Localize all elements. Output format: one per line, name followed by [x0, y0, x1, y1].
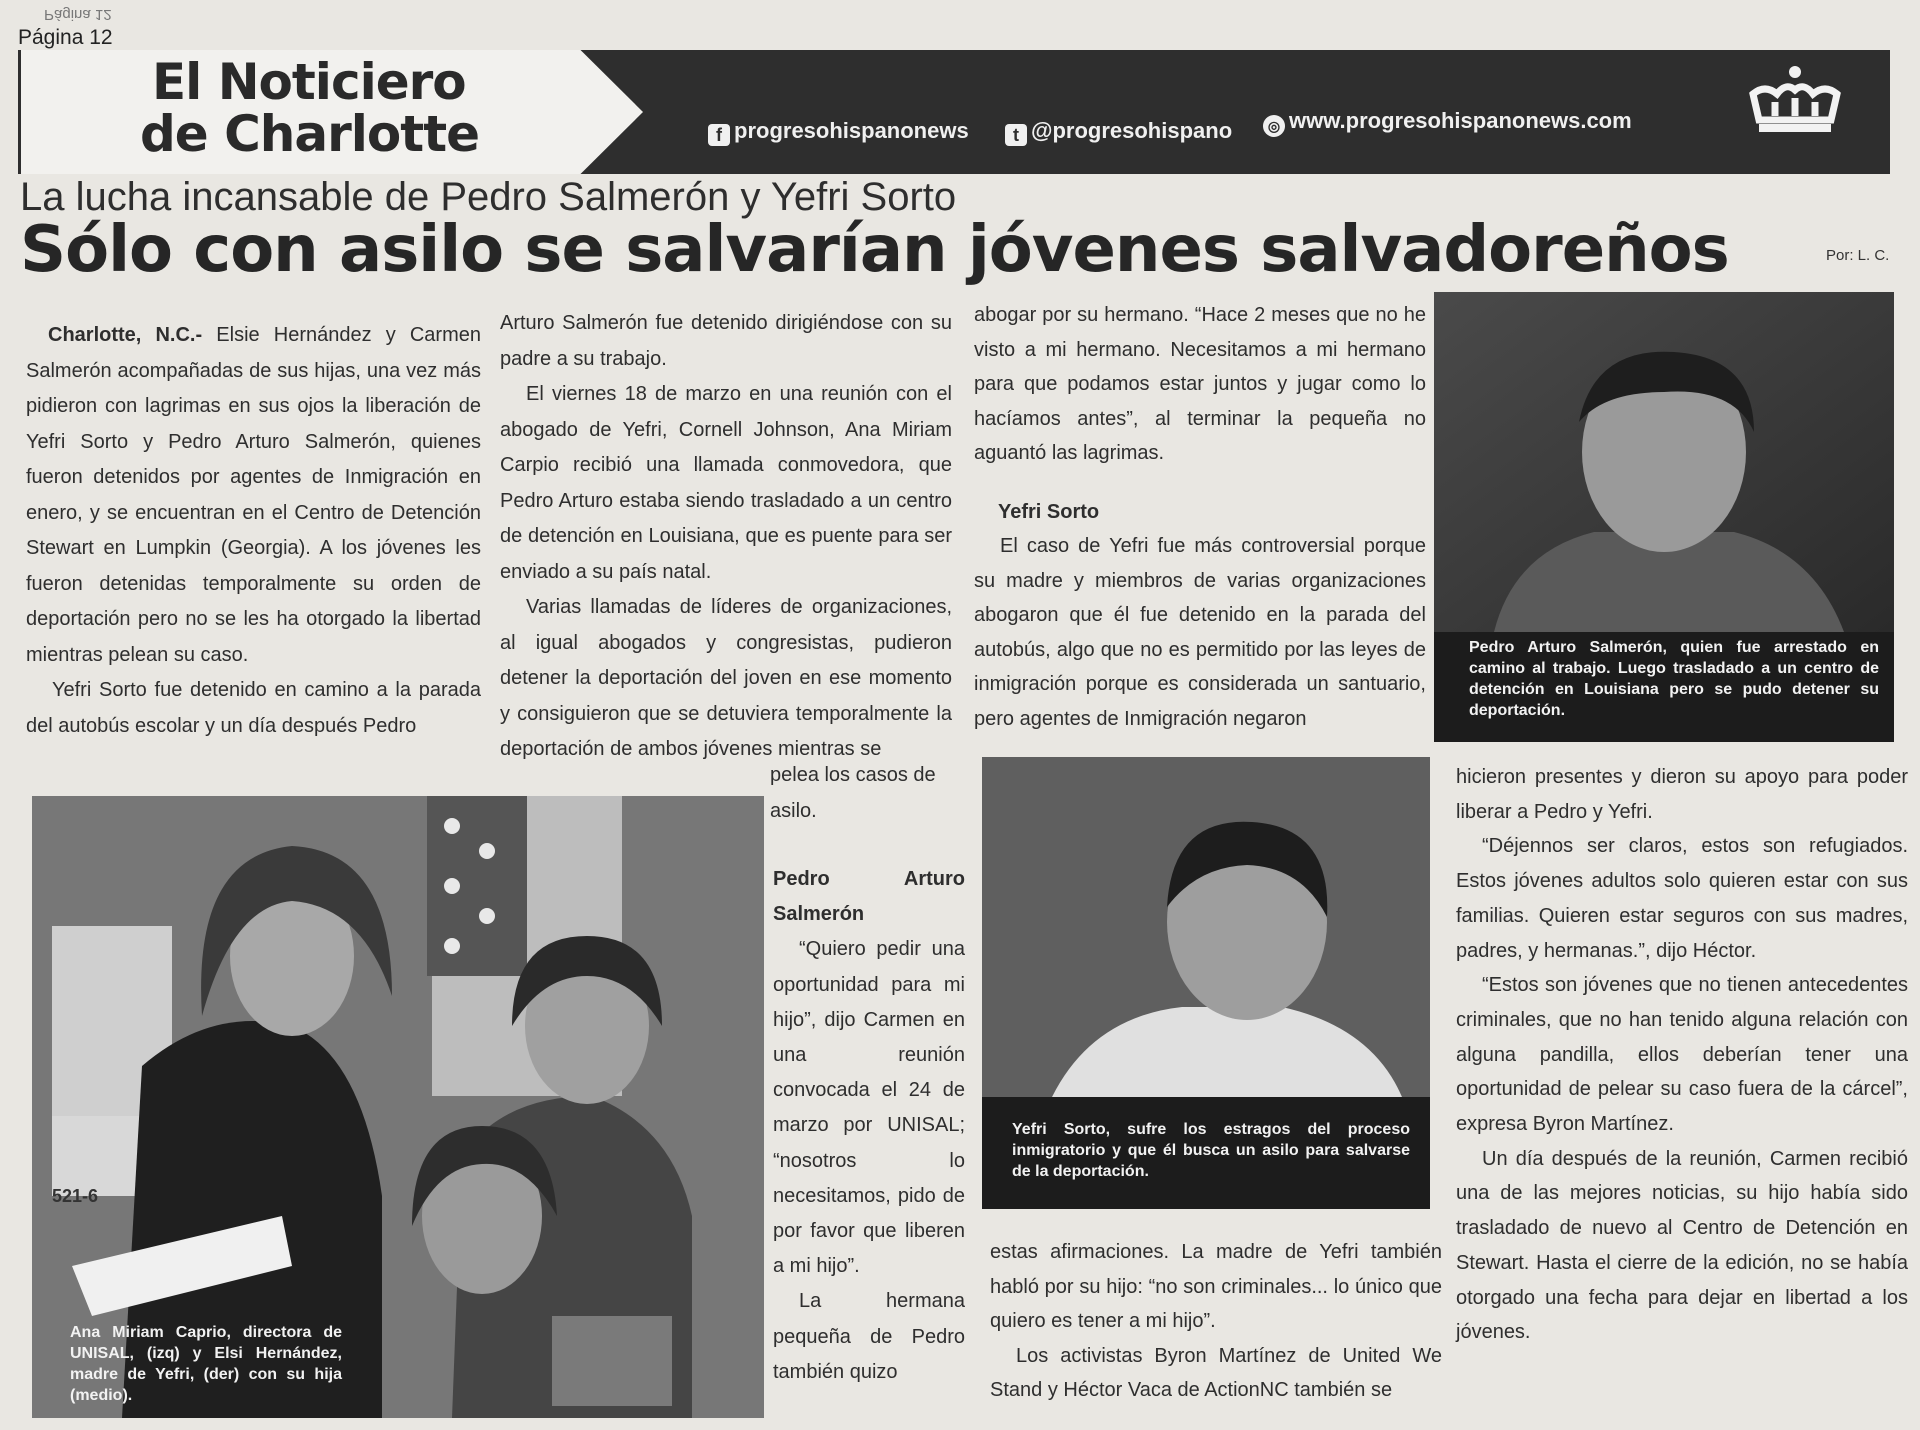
column-1: [26, 318, 481, 744]
paragraph: Un día después de la reunión, Carmen recibió una de las mejores noticias, su hijo había sido trasladado de nuevo al Centro de Detención en Stewart. Hasta el cierre de la edición, no se había otorgado una fecha para dejar en libertad a los jóvenes.: [1456, 1147, 1908, 1344]
photo-group: [32, 796, 764, 1418]
facebook-icon: f: [708, 124, 730, 146]
photo-caption: Yefri Sorto, sufre los estragos del proceso inmigratorio y que él busca un asilo para salvarse de la deportación.: [1012, 1121, 1410, 1180]
paragraph: abogar por su hermano. “Hace 2 meses que no he visto a mi hermano. Necesitamos a mi hermano para que podamos estar juntos y jugar como lo hacíamos antes”, al terminar la pequeña no aguantó las lagrimas.: [974, 304, 1426, 464]
photo-group-sign-text: 521-6: [52, 1186, 99, 1206]
paragraph: Varias llamadas de líderes de organizaciones, al igual abogados y congresistas, pudieron detener la deportación del joven en ese momento y consiguieron que se detuviera temporalmente la deportación de ambos jóvenes mientras se: [500, 596, 952, 760]
column-2: [500, 306, 952, 768]
paragraph: estas afirmaciones. La madre de Yefri también habló por su hijo: “no son criminales... lo único que quiero es tener a mi hijo”.: [990, 1241, 1442, 1332]
column-narrow: [773, 862, 965, 1390]
twitter-handle[interactable]: t @progresohispano: [1005, 118, 1232, 146]
dateline: Charlotte, N.C.-: [48, 324, 203, 346]
paragraph: El viernes 18 de marzo en una reunión con el abogado de Yefri, Cornell Johnson, Ana Miriam Carpio recibió una llamada conmovedora, que Pedro Arturo estaba siendo trasladado a un centro de detención en Louisiana, que es puente para ser enviado a su país natal.: [500, 383, 952, 583]
twitter-icon: t: [1005, 124, 1027, 146]
paragraph: Charlotte, N.C.- Elsie Hernández y Carmen Salmerón acompañadas de sus hijas, una vez más pidieron con lagrimas en sus ojos la liberación de Yefri Sorto y Pedro Arturo Salmerón, quienes fueron detenidos por agentes de Inmigración en enero, y se encuentran en el Centro de Detención Stewart en Lumpkin (Georgia). A los jóvenes les fueron detenidas temporalmente su orden de deportación pero no se les ha otorgado la libertad mientras pelean su caso.: [26, 324, 482, 666]
paragraph: pelea los casos de asilo.: [770, 764, 936, 822]
paragraph: Los activistas Byron Martínez de United We Stand y Héctor Vaca de ActionNC también se: [990, 1344, 1442, 1401]
website-link[interactable]: ◎ www.progresohispanonews.com: [1263, 108, 1632, 137]
paragraph: Yefri Sorto fue detenido en camino a la parada del autobús escolar y un día después Pedro: [26, 679, 481, 737]
paragraph: Arturo Salmerón fue detenido dirigiéndose con su padre a su trabajo.: [500, 312, 952, 370]
article-headline: Sólo con asilo se salvarían jóvenes salvadoreños: [20, 213, 1729, 287]
photo-caption: Ana Miriam Caprio, directora de UNISAL, (izq) y Elsi Hernández, madre de Yefri, (der) con su hija (medio).: [70, 1324, 342, 1404]
column-2-continuation: [770, 758, 970, 829]
facebook-handle[interactable]: f progresohispanonews: [708, 118, 969, 146]
paragraph: “Quiero pedir una oportunidad para mi hijo”, dijo Carmen en una reunión convocada el 24 de marzo por UNISAL; “nosotros lo necesitamos, pido de por favor que liberen a mi hijo”.: [773, 938, 965, 1278]
paragraph: “Déjennos ser claros, estos son refugiados. Estos jóvenes adultos solo quieren estar con sus familias. Quieren estar seguros con sus madres, padres, y hermanas.”, dijo Héctor.: [1456, 835, 1908, 962]
subheading: Yefri Sorto: [998, 500, 1100, 523]
paragraph: hicieron presentes y dieron su apoyo para poder liberar a Pedro y Yefri.: [1456, 766, 1908, 823]
photo-yefri: [982, 757, 1430, 1209]
column-4: [1456, 760, 1908, 1350]
paragraph: “Estos son jóvenes que no tienen antecedentes criminales, que no han tenido alguna relación con alguna pandilla, ellos deberían tener una oportunidad de pelear su caso fuera de la cárcel”, expresa Byron Martínez.: [1456, 974, 1908, 1136]
paragraph: La hermana pequeña de Pedro también quizo: [773, 1290, 965, 1383]
masthead-title-line1: El Noticiero: [152, 53, 466, 111]
bleed-through-page-number: Página 12: [44, 6, 112, 23]
masthead-title-line2: de Charlotte: [140, 105, 480, 163]
globe-icon: ◎: [1263, 115, 1285, 137]
column-3: [974, 298, 1426, 736]
photo-pedro: [1434, 292, 1894, 742]
article-byline: Por: L. C.: [1826, 247, 1890, 264]
subheading: Pedro Arturo Salmerón: [773, 868, 965, 926]
masthead-title: [140, 53, 560, 163]
article-kicker: La lucha incansable de Pedro Salmerón y Yefri Sorto: [20, 175, 957, 219]
photo-caption: Pedro Arturo Salmerón, quien fue arrestado en camino al trabajo. Luego trasladado a un centro de detención en Louisiana pero se pudo detener su deportación.: [1469, 639, 1879, 719]
page-number: Página 12: [18, 26, 113, 49]
crown-icon: [1745, 64, 1845, 134]
column-3-continuation: [990, 1235, 1442, 1408]
paragraph: El caso de Yefri fue más controversial porque su madre y miembros de varias organizaciones abogaron que él fue detenido en la parada del autobús, algo que no es permitido por las leyes de inmigración porque es considerada un santuario, pero agentes de Inmigración negaron: [974, 535, 1426, 730]
